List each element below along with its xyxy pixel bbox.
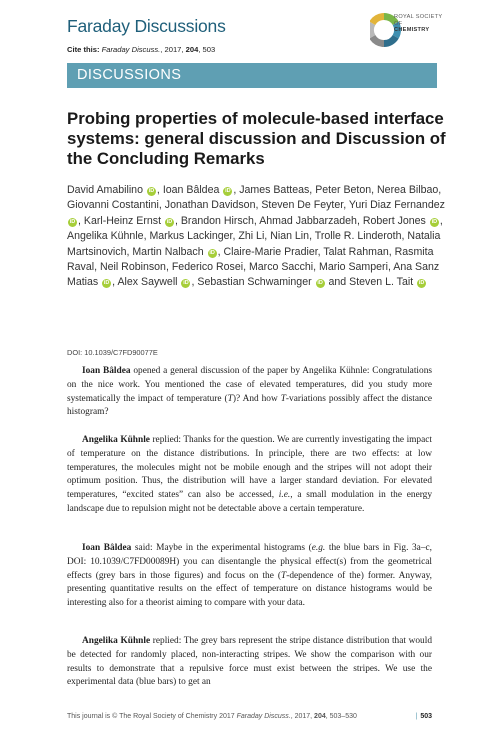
- author-name: Talat Rahman: [323, 245, 389, 258]
- author-name: Alex Saywell: [117, 276, 178, 289]
- author-name: Martin Nalbach: [132, 245, 204, 258]
- speaker-name: Angelika Kühnle: [82, 435, 150, 445]
- rsc-logo-line: CHEMISTRY: [394, 27, 430, 34]
- orcid-icon[interactable]: iD: [418, 280, 425, 287]
- doi[interactable]: DOI: 10.1039/C7FD90077E: [67, 348, 158, 357]
- section-banner: [67, 63, 437, 88]
- paragraph-1: [67, 365, 432, 420]
- author-name: Federico Rosei: [171, 261, 244, 274]
- author-name: Giovanni Costantini: [67, 199, 159, 212]
- speaker-name: Angelika Kühnle: [82, 636, 151, 646]
- paragraph-text: -variations possibly affect the distance histogram?: [67, 393, 433, 418]
- variable: T: [227, 393, 233, 404]
- page-number: 503: [420, 713, 432, 720]
- author-name: Mario Samperi: [319, 261, 388, 274]
- orcid-icon[interactable]: iD: [148, 188, 155, 194]
- author-name: Peter Beton: [315, 184, 372, 196]
- author-name: Rasmita Raval: [67, 245, 434, 274]
- orcid-icon[interactable]: iD: [183, 280, 189, 287]
- author-name: Karl-Heinz Ernst: [83, 214, 162, 227]
- speaker-name: Ioan Bâldea: [82, 543, 132, 553]
- speaker-name: Ioan Bâldea: [82, 366, 131, 376]
- orcid-icon[interactable]: iD: [69, 218, 76, 225]
- article-title: Probing properties of molecule-based interface systems: general discussion and Discussion of the Concluding Remarks: [67, 109, 446, 168]
- paragraph-3: [67, 542, 432, 611]
- citation-line: [67, 45, 215, 54]
- orcid-icon[interactable]: iD: [166, 218, 173, 225]
- journal-title: Faraday Discussions: [67, 16, 226, 36]
- author-name: Markus Lackinger: [149, 230, 233, 243]
- orcid-icon[interactable]: iD: [225, 188, 231, 194]
- rsc-logo-text: [394, 14, 442, 34]
- footer-separator: |: [415, 713, 418, 720]
- paragraph-text: replied: The grey bars represent the stripe distance distribution that would be detected for randomly placed, non-interacting stripes. We show the comparison with our results to demonstrate that a repulsive force must exist between the stripes. We use the experimental data (blue bars) to get an: [67, 636, 432, 688]
- abbreviation: i.e.: [278, 490, 291, 500]
- paragraph-text: -dependence of the) former. Anyway, presenting quantitative results on the effect of temperature on distance histograms would be interesting also for a theorist aiming to compare with your data.: [67, 570, 432, 608]
- author-name: Jonathan Davidson: [164, 199, 256, 212]
- cite-pages: , 503: [198, 45, 216, 54]
- author-name: Trolle R. Linderoth: [314, 230, 402, 243]
- author-name: Marco Sacchi: [248, 261, 314, 274]
- author-name: Natalia Martsinovich: [67, 230, 441, 258]
- author-list: David Amabilino iD , Ioan Bâldea iD , James Batteas, Peter Beton, Nerea Bilbao, Giovanni Costantini, Jonathan Davidson, Steven De Feyter, Yuri Diaz Fernandez iD , Karl-Heinz Ernst iD , Brandon Hirsch, Ahmad Jabbarzadeh, Robert Jones iD , Angelika Kühnle, Markus Lackinger, Zhi Li, Nian Lin, Trolle R. Linderoth, Natalia Martsinovich, Martin Nalbach iD , Claire-Marie Pradier, Talat Rahman, Rasmita Raval, Neil Robinson, Federico Rosei, Marco Sacchi, Mario Samperi, Ana Sanz Matias iD , Alex Saywell iD , Sebastian Schwaminger iD and Steven L. Tait iD: [67, 184, 445, 289]
- cite-label: Cite this:: [67, 45, 100, 54]
- section-banner-label: DISCUSSIONS: [77, 67, 182, 83]
- paragraph-text: replied: Thanks for the question. We are currently investigating the impact of temperature on the distance distributions. In principle, there are two effects: at low temperatures, the molecules might not be mobile enough and the stripes will not adopt their optimum position. Thus, the distribution will have a larger standard deviation. For elevated temperatures, “excited states” can also be accessed,: [67, 435, 432, 500]
- footer-pages: , 503–530: [325, 713, 357, 720]
- orcid-icon[interactable]: iD: [317, 280, 323, 287]
- author-joiner: and: [325, 276, 350, 289]
- author-name: Yuri Diaz Fernandez: [348, 199, 445, 212]
- footer-year: , 2017,: [290, 713, 315, 720]
- paragraph-text: opened a general discussion of the paper by Angelika Kühnle: Congratulations on the nice work. You mentioned the case of elevated temperatures, did you study more systematically the impact of temperature (: [67, 366, 433, 404]
- author-name: Robert Jones: [362, 214, 426, 227]
- author-name: Neil Robinson: [99, 261, 166, 274]
- orcid-icon[interactable]: iD: [431, 218, 438, 225]
- author-name: James Batteas: [239, 184, 310, 196]
- author-name: Steven De Feyter: [261, 199, 344, 212]
- author-name: Steven L. Tait: [349, 276, 414, 289]
- author-name: Ioan Bâldea: [162, 184, 220, 196]
- cite-journal: Faraday Discuss.: [101, 45, 161, 54]
- abbreviation: e.g.: [311, 543, 326, 553]
- orcid-icon[interactable]: iD: [209, 249, 215, 256]
- author-name: Ana Sanz Matias: [67, 261, 440, 289]
- orcid-icon[interactable]: iD: [103, 280, 110, 287]
- rsc-logo-line: OF: [394, 20, 403, 27]
- footer-journal: Faraday Discuss.: [236, 713, 291, 720]
- paragraph-text: the blue bars in Fig. 3a–c, DOI: 10.1039/C7FD00089H) you can disentangle the physical effect(s) from the geometrical effects (grey bars in those figures) and focus on the (: [67, 543, 432, 581]
- author-name: Nian Lin: [270, 230, 310, 243]
- footer-page-number-group: [412, 713, 432, 720]
- cite-volume: 204: [185, 45, 199, 54]
- paragraph-text: , a small modulation in the energy landscape due to repulsion might not be detectable above a certain temperature.: [67, 490, 432, 514]
- footer-volume: 204: [314, 713, 326, 720]
- page-footer: [67, 713, 432, 720]
- paragraph-text: )? And how: [232, 393, 281, 404]
- paragraph-4: [67, 635, 432, 690]
- author-name: Sebastian Schwaminger: [197, 276, 312, 289]
- author-name: Nerea Bilbao: [377, 184, 439, 196]
- cite-year: , 2017,: [160, 45, 186, 54]
- paragraph-text: said: Maybe in the experimental histograms (: [131, 543, 312, 553]
- footer-copyright: This journal is © The Royal Society of Chemistry 2017: [67, 713, 237, 720]
- author-name: Claire-Marie Pradier: [223, 245, 318, 258]
- author-name: Zhi Li: [238, 230, 265, 243]
- author-name: Brandon Hirsch: [180, 214, 254, 227]
- author-name: Angelika Kühnle: [67, 230, 144, 243]
- rsc-logo-line: ROYAL SOCIETY: [394, 14, 443, 20]
- paragraph-2: [67, 434, 432, 517]
- variable: T: [280, 393, 286, 404]
- author-name: Ahmad Jabbarzadeh: [259, 214, 357, 227]
- variable: T: [281, 570, 287, 581]
- author-name: David Amabilino: [67, 184, 143, 196]
